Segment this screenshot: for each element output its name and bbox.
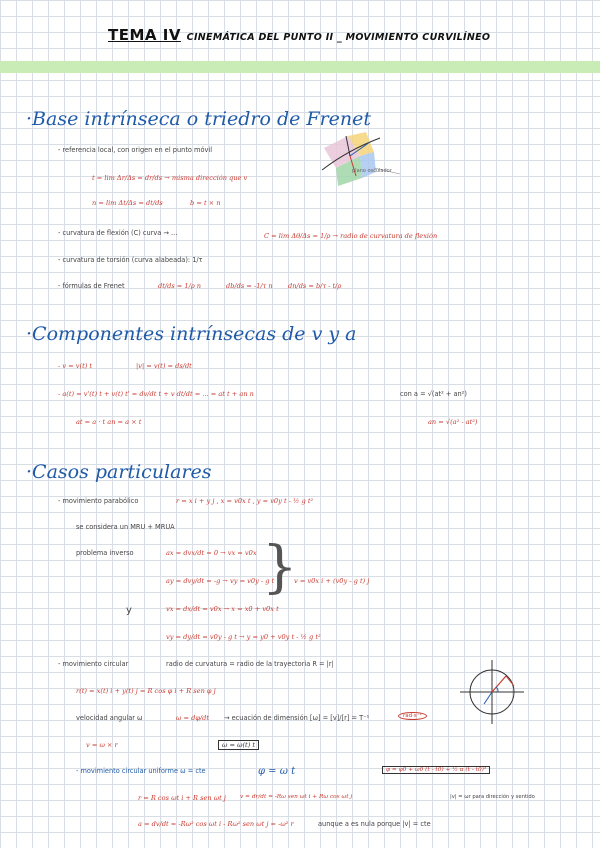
units-oval: rad·s⁻¹ [398, 712, 427, 720]
casos-eq-ax: ax = dvx/dt = 0 → vx = v0x [166, 549, 257, 557]
frenet-eq-b: b = t × n [190, 199, 221, 207]
section-heading-componentes: ·Componentes intrínsecas de v y a [26, 323, 357, 345]
casos-eq-phi-full: φ = φ0 + ω0 (t - t0) + ½ α (t - t0)² [382, 766, 490, 774]
section-heading-casos: ·Casos particulares [26, 461, 212, 483]
casos-eq-a-dv: a = dv/dt = -Rω² cos ωt i - Rω² sen ωt j = -ω² r [138, 820, 294, 828]
casos-line-mru: se considera un MRU + MRUA [76, 523, 175, 531]
figure-label-osculador: plano osculador [352, 168, 392, 174]
casos-eq-omega: ω = dφ/dt [176, 714, 210, 722]
title-prefix: TEMA IV [108, 26, 181, 44]
casos-eq-parabolico: r = x i + y j , x = v0x t , y = v0y t - ½ g t² [176, 497, 314, 505]
casos-eq-v-dr: v = dr/dt = -Rω sen ωt i + Rω cos ωt j [240, 794, 353, 800]
section-heading-frenet: ·Base intrínseca o triedro de Frenet [26, 108, 372, 130]
casos-line-nula: aunque a es nula porque |v| = cte [318, 820, 431, 828]
brace-1: } [262, 535, 298, 600]
frenet-line-torsion: - curvatura de torsión (curva alabeada): 1/τ [58, 256, 203, 264]
comp-eq-at-an: at = a · t an = a × t [76, 418, 142, 426]
frenet-eq-db: db/ds = -1/τ n [226, 282, 273, 290]
frenet-line-1: - referencia local, con origen en el punto móvil [58, 146, 213, 154]
comp-eq-a: - a(t) = v'(t) t + v(t) t' = dv/dt t + v dt/dt = ... = at t + an n [58, 390, 254, 398]
casos-line-dimension: → ecuación de dimensión [ω] = [v]/[r] = T⁻¹ [224, 714, 370, 722]
frenet-line-formulas: - fórmulas de Frenet [58, 282, 125, 290]
header-band [0, 61, 600, 73]
circular-motion-figure [460, 660, 524, 724]
casos-line-inverso: problema inverso [76, 549, 134, 557]
casos-eq-vy: vy = dy/dt = v0y - g t → y = y0 + v0y t - ½ g t² [166, 633, 321, 641]
comp-eq-v: - v = v(t) t [58, 362, 93, 370]
casos-line-circular: - movimiento circular [58, 660, 129, 668]
casos-line-omega: velocidad angular ω [76, 714, 143, 722]
casos-line-y: y [126, 605, 132, 616]
frenet-line-curvatura: - curvatura de flexión (C) curva → ... [58, 229, 178, 237]
page-title [108, 26, 490, 44]
casos-line-omegar: |v| = ωr para dirección y sentido [450, 794, 535, 800]
casos-eq-vtotal: v = v0x i + (v0y - g t) j [294, 577, 370, 585]
frenet-trihedron-figure [318, 128, 418, 190]
frenet-eq-n: n = lim Δt/Δs = dt/ds [92, 199, 163, 207]
casos-eq-r: r(t) = x(t) i + y(t) j = R cos φ i + R sen φ j [76, 687, 216, 695]
casos-line-parabolico: - movimiento parabólico [58, 497, 139, 505]
casos-eq-omega-t: ω = ω(t) t [218, 740, 259, 750]
frenet-eq-dt: dt/ds = 1/ρ n [158, 282, 202, 290]
casos-eq-vx: vx = dx/dt = v0x → x = x0 + v0x t [166, 605, 279, 613]
casos-eq-v-omega: v = ω × r [86, 741, 118, 749]
title-rest: CINEMÁTICA DEL PUNTO II _ MOVIMIENTO CURVILÍNEO [186, 32, 491, 43]
casos-eq-ay: ay = dvy/dt = -g → vy = v0y - g t [166, 577, 275, 585]
casos-line-mcu: - movimiento circular uniforme ω = cte [76, 767, 206, 775]
comp-line-con: con a = √(at² + an²) [400, 390, 467, 398]
casos-eq-phi: φ = ω t [258, 766, 296, 777]
frenet-eq-t: t = lim Δr/Δs = dr/ds → misma dirección que v [92, 174, 248, 182]
casos-line-radio: radio de curvatura = radio de la trayectoria R = |r| [166, 660, 334, 668]
comp-eq-an: an = √(a² - at²) [428, 418, 478, 426]
comp-eq-modv: |v| = v(t) = ds/dt [136, 362, 192, 370]
frenet-eq-c: C = lim Δθ/Δs = 1/ρ → radio de curvatura de flexión [264, 232, 438, 240]
frenet-eq-dn: dn/ds = b/τ - t/ρ [288, 282, 342, 290]
casos-eq-r-cos: r = R cos ωt i + R sen ωt j [138, 794, 226, 802]
